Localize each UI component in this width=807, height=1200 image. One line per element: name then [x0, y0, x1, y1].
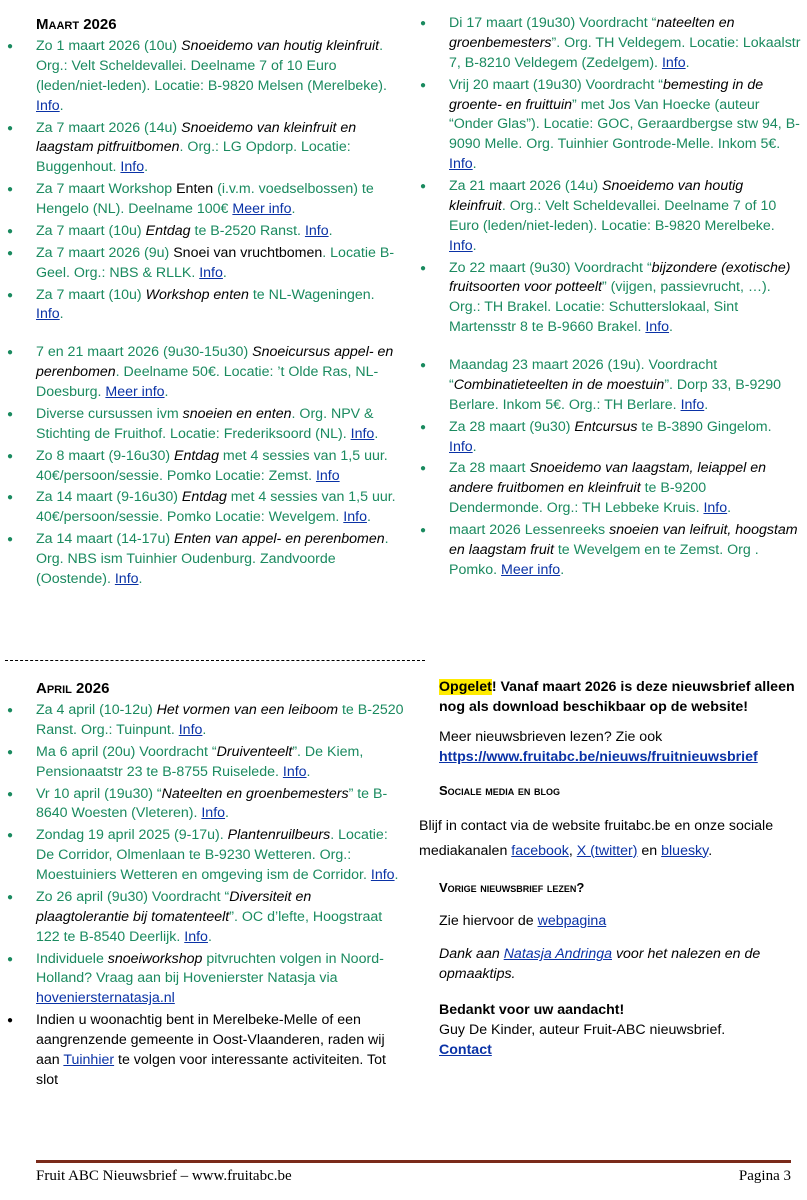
- info-link[interactable]: Info: [370, 867, 395, 883]
- event-item: [0, 488, 404, 528]
- event-item: [0, 530, 404, 590]
- event-title: Enten van appel- en perenbomen: [174, 531, 385, 548]
- event-text: ”. Org. TH Veldegem. Locatie: Lokaalstr 7, B-8210 Veldegem (Zedelgem).: [449, 34, 801, 71]
- event-text: Za 7 maart 2026 (14u): [36, 119, 182, 136]
- event-text: te B-2520 Ranst.: [190, 222, 305, 239]
- more-newsletters: [439, 728, 803, 768]
- social-end: .: [708, 842, 713, 859]
- event-text: .: [685, 54, 690, 71]
- thanks-text: [439, 945, 803, 985]
- info-link[interactable]: Info: [449, 156, 473, 173]
- event-title: Combinatieteelten in de moestuin: [453, 376, 665, 393]
- event-item: [0, 785, 404, 825]
- event-text: te B-9200 Dendermonde. Org.: TH Lebbeke Kruis.: [449, 480, 707, 517]
- contact-link[interactable]: Contact: [439, 1041, 492, 1058]
- event-text: Ma 6 april (20u) Voordracht “: [36, 743, 217, 760]
- event-item: [413, 418, 803, 458]
- info-link[interactable]: Info: [36, 306, 60, 323]
- event-text: . Org.: Velt Scheldevallei. Deelname 7 of 10 Euro (leden/niet-leden). Locatie: B-9820 Merelbeke.: [449, 197, 777, 234]
- event-text: Za 14 maart (14-17u): [36, 531, 174, 548]
- event-item: [0, 405, 404, 445]
- event-text: .: [222, 264, 227, 281]
- facebook-link[interactable]: facebook: [511, 842, 569, 859]
- event-item: [0, 701, 404, 741]
- event-text: .: [144, 159, 149, 176]
- event-text: ” (vijgen, passievrucht, …). Org.: TH Brakel. Locatie: Schutterslokaal, Sint Martensstr 8 te B-9660 Brakel.: [449, 279, 771, 336]
- event-title: Entcursus: [574, 418, 638, 435]
- info-link[interactable]: Info: [645, 319, 670, 336]
- event-text: .: [328, 222, 333, 239]
- march-events-list-left: [0, 37, 404, 590]
- x-twitter-link[interactable]: X (twitter): [576, 842, 638, 859]
- event-text: Maandag 23 maart 2026 (19u). Voordracht “: [449, 357, 718, 393]
- event-title: Nateelten en groenbemesters: [161, 785, 349, 802]
- event-title: snoeiworkshop: [107, 950, 203, 967]
- event-text: ”. De Kiem, Pensionaatstr 23 te B-8755 Ruiselede.: [36, 743, 364, 780]
- march-events-list-right: [413, 14, 803, 581]
- april-events-column: [0, 678, 404, 1093]
- event-text: .: [202, 721, 207, 738]
- info-link[interactable]: Info: [36, 97, 60, 114]
- info-link[interactable]: Info: [120, 159, 145, 176]
- social-text-intro: Blijf in contact via de website fruitabc.be en onze sociale mediakanalen: [419, 817, 774, 859]
- info-link[interactable]: Info: [201, 805, 226, 822]
- info-link[interactable]: Info: [661, 54, 686, 71]
- event-text: .: [225, 805, 229, 822]
- march-events-right-column: [413, 14, 803, 583]
- info-link[interactable]: Meer info: [232, 201, 292, 217]
- event-text: .: [291, 201, 296, 217]
- event-item: [413, 521, 803, 581]
- event-item: [0, 222, 404, 242]
- info-link[interactable]: Info: [449, 438, 473, 455]
- event-title: snoeien van leifruit, hoogstam en laagstam fruit: [449, 522, 798, 558]
- event-text: Snoei van vruchtbomen: [173, 244, 323, 261]
- previous-text-intro: Zie hiervoor de: [439, 912, 538, 929]
- info-link[interactable]: Meer info: [105, 384, 165, 400]
- previous-text: [439, 912, 803, 932]
- section-heading-march: Maart 2026: [36, 16, 117, 33]
- event-title: Entdag: [145, 222, 191, 239]
- info-link[interactable]: Info: [199, 264, 223, 281]
- event-text: met 4 sessies van 1,5 uur. 40€/persoon/sessie. Pomko Locatie: Wevelgem.: [36, 489, 396, 526]
- event-title: Druiventeelt: [216, 743, 293, 760]
- event-text: Zo 26 april (9u30) Voordracht “: [36, 888, 230, 905]
- info-link[interactable]: Tuinhier: [63, 1051, 115, 1068]
- info-link[interactable]: Info: [703, 500, 728, 517]
- event-text: .: [374, 425, 379, 442]
- event-item: [413, 459, 803, 519]
- info-link[interactable]: hoveniersternatasja.nl: [36, 990, 175, 1007]
- event-text: .: [472, 237, 477, 254]
- event-text: Za 14 maart (9-16u30): [36, 489, 182, 506]
- event-text: .: [472, 438, 477, 455]
- event-text: te NL-Wageningen.: [248, 286, 375, 303]
- event-title: Workshop enten: [145, 286, 249, 303]
- event-title: Diversiteit en plaagtolerantie bij tomatenteelt: [36, 888, 312, 925]
- event-text: te Wevelgem en te Zemst. Org . Pomko.: [449, 541, 759, 578]
- info-link[interactable]: Info: [114, 570, 139, 587]
- event-text: te B-2520 Ranst. Org.: Tuinpunt.: [36, 702, 404, 738]
- event-text: .: [138, 570, 143, 587]
- event-text: .: [59, 306, 64, 323]
- event-text: . Locatie: De Corridor, Olmenlaan te B-9230 Wetteren. Org.: Moestuiniers Wetteren en omgeving ism de Corridor.: [36, 827, 388, 883]
- bluesky-link[interactable]: bluesky: [661, 842, 709, 859]
- event-text: Za 28 maart (9u30): [449, 418, 575, 435]
- event-text: ” met Jos Van Hoecke (auteur “Onder Glas”). Locatie: GOC, Geraardbergse stw 94, B-9090 Melle. Org. Tuinhier Gontrode-Melle. Inkom 5€.: [449, 96, 800, 153]
- info-link[interactable]: Info: [178, 721, 203, 738]
- event-item: [0, 447, 404, 487]
- event-text: 7 en 21 maart 2026 (9u30-15u30): [36, 344, 253, 361]
- info-link[interactable]: Meer info: [501, 561, 561, 578]
- info-link[interactable]: Info: [350, 425, 375, 442]
- event-text: .: [207, 928, 212, 945]
- event-text: Vrij 20 maart (19u30) Voordracht “: [449, 76, 663, 93]
- event-text: .: [164, 384, 169, 400]
- event-text: Individuele: [36, 950, 108, 967]
- notice-text: ! Vanaf maart 2026 is deze nieuwsbrief alleen nog als download beschikbaar op de website!: [439, 679, 795, 715]
- event-item: [0, 343, 404, 403]
- event-title: Snoeidemo van laagstam, leiappel en andere fruitbomen en kleinfruit: [449, 460, 767, 497]
- event-text: pitvruchten volgen in Noord-Holland? Vraag aan bij Hovenierster Natasja via: [36, 950, 384, 987]
- event-text: . Deelname 50€. Locatie: ’t Olde Ras, NL-Doesburg.: [36, 364, 379, 400]
- event-item: [0, 37, 404, 117]
- event-text: .: [669, 319, 673, 336]
- event-item: [0, 180, 404, 220]
- event-text: te B-3890 Gingelom.: [637, 418, 772, 435]
- event-text: Za 7 maart Workshop: [36, 181, 177, 198]
- march-events-left-column: [0, 14, 404, 592]
- event-item: [0, 119, 404, 179]
- event-text: . Org.: LG Opdorp. Locatie: Buggenhout.: [36, 139, 351, 176]
- closing-thanks: Bedankt voor uw aandacht!: [439, 1002, 625, 1019]
- event-title: bemesting in de groente- en fruittuin: [449, 76, 764, 113]
- event-text: ”. OC d’lefte, Hoogstraat 122 te B-8540 Deerlijk.: [36, 908, 383, 945]
- event-title: bijzondere (exotische) fruitsoorten voor potteelt: [449, 259, 791, 296]
- download-notice: [439, 678, 803, 718]
- event-title: Het vormen van een leiboom: [156, 702, 339, 718]
- event-item: [413, 14, 803, 74]
- more-newsletters-text: Meer nieuwsbrieven lezen? Zie ook: [439, 728, 663, 745]
- event-text: Za 28 maart: [449, 460, 530, 477]
- event-text: .: [472, 156, 477, 173]
- event-item: [0, 743, 404, 783]
- previous-heading: Vorige nieuwsbrief lezen?: [439, 880, 585, 896]
- footer-title: Fruit ABC Nieuwsbrief – www.fruitabc.be: [36, 1168, 292, 1184]
- info-link[interactable]: Info: [449, 237, 473, 254]
- event-item: [0, 888, 404, 948]
- event-item: [0, 244, 404, 284]
- event-text: Zondag 19 april 2025 (9-17u).: [36, 827, 228, 844]
- event-text: (i.v.m. voedselbossen) te Hengelo (NL). Deelname 100€: [36, 181, 374, 217]
- event-text: .: [704, 396, 709, 413]
- event-title: Plantenruilbeurs: [227, 827, 331, 844]
- event-item: [413, 76, 803, 175]
- event-title: Snoeicursus appel- en perenbomen: [36, 344, 394, 381]
- event-text: Zo 22 maart (9u30) Voordracht “: [449, 259, 652, 276]
- event-text: met 4 sessies van 1,5 uur. 40€/persoon/sessie. Pomko Locatie: Zemst.: [36, 447, 388, 484]
- event-title: Entdag: [174, 447, 219, 464]
- event-text: . Org. NPV & Stichting de Fruithof. Locatie: Frederiksoord (NL).: [36, 405, 374, 442]
- event-text: .: [59, 97, 64, 114]
- event-item: [0, 286, 404, 326]
- event-title: Snoeidemo van houtig kleinfruit: [449, 178, 744, 214]
- notice-highlight: Opgelet: [439, 679, 492, 695]
- event-text: .: [560, 561, 565, 578]
- closing: [439, 1001, 803, 1061]
- social-heading: Sociale media en blog: [439, 782, 561, 798]
- closing-author: Guy De Kinder, auteur Fruit-ABC nieuwsbrief.: [439, 1022, 726, 1039]
- info-link[interactable]: Info: [282, 763, 307, 780]
- info-link[interactable]: Info: [184, 928, 208, 945]
- info-link[interactable]: Info: [304, 222, 329, 239]
- event-text: .: [394, 867, 399, 883]
- event-item: [413, 356, 803, 416]
- event-item: [0, 950, 404, 1010]
- event-text: . Org. NBS ism Tuinhier Oudenburg. Zandvoorde (Oostende).: [36, 531, 389, 587]
- page-number: Pagina 3: [738, 1168, 791, 1184]
- section-divider: [5, 660, 425, 661]
- event-text: Di 17 maart (19u30) Voordracht “: [449, 15, 657, 31]
- event-text: Diverse cursussen ivm: [36, 405, 183, 422]
- event-item: [0, 1011, 404, 1091]
- event-text: Za 7 maart (10u): [36, 222, 146, 239]
- event-text: .: [366, 509, 371, 526]
- event-text: Za 4 april (10-12u): [36, 702, 157, 718]
- newsletter-info-column: [413, 678, 803, 1071]
- thanks-rest: voor het nalezen en de opmaaktips.: [439, 946, 761, 983]
- event-title: Entdag: [181, 489, 227, 506]
- event-text: Vr 10 april (19u30) “: [36, 785, 162, 802]
- event-text: .: [727, 500, 732, 517]
- page-footer: [0, 1152, 807, 1200]
- event-title: Snoeidemo van kleinfruit en laagstam pitfruitbomen: [36, 119, 357, 156]
- event-text: Za 7 maart (10u): [36, 286, 146, 303]
- social-and: en: [637, 842, 662, 859]
- info-link[interactable]: Info: [680, 396, 705, 413]
- event-item: [413, 177, 803, 257]
- footer-rule: [36, 1160, 791, 1163]
- event-text: . Locatie B- Geel. Org.: NBS & RLLK.: [36, 244, 395, 281]
- event-text: ”. Dorp 33, B-9290 Berlare. Inkom 5€. Org.: TH Berlare.: [449, 376, 782, 413]
- newsletter-archive-link[interactable]: https://www.fruitabc.be/nieuws/fruitnieuwsbrief: [439, 748, 758, 765]
- section-heading-april: April 2026: [36, 680, 110, 697]
- natasja-link[interactable]: Natasja Andringa: [503, 946, 612, 963]
- event-text: te volgen voor interessante activiteiten. Tot slot: [36, 1051, 386, 1088]
- event-item: [413, 259, 803, 339]
- event-text: .: [306, 763, 311, 780]
- event-text: Enten: [176, 181, 214, 198]
- event-title: nateelten en groenbemesters: [449, 15, 735, 51]
- social-sep: ,: [568, 842, 577, 859]
- event-text: . Org.: Velt Scheldevallei. Deelname 7 of 10 Euro (leden/niet-leden). Locatie: B-9820 Melsen (Merelbeke).: [36, 38, 387, 94]
- event-item: [0, 826, 404, 886]
- event-text: maart 2026 Lessenreeks: [449, 522, 610, 538]
- event-title: Snoeidemo van houtig kleinfruit: [181, 38, 380, 54]
- social-text: [419, 814, 803, 864]
- info-link[interactable]: Info: [315, 467, 340, 484]
- info-link[interactable]: Info: [343, 509, 367, 526]
- april-events-list: [0, 701, 404, 1091]
- event-text: Zo 8 maart (9-16u30): [36, 447, 174, 464]
- event-text: Za 21 maart 2026 (14u): [449, 178, 602, 194]
- event-text: Zo 1 maart 2026 (10u): [36, 38, 182, 54]
- webpagina-link[interactable]: webpagina: [537, 912, 607, 929]
- event-text: Za 7 maart 2026 (9u): [36, 244, 174, 261]
- event-text: Indien u woonachtig bent in Merelbeke-Melle of een aangrenzende gemeente in Oost-Vlaanderen, raden wij aan: [36, 1012, 385, 1068]
- event-title: snoeien en enten: [182, 405, 292, 422]
- event-text: ” te B-8640 Woesten (Vleteren).: [36, 785, 388, 822]
- thanks-intro: Dank aan: [439, 946, 504, 963]
